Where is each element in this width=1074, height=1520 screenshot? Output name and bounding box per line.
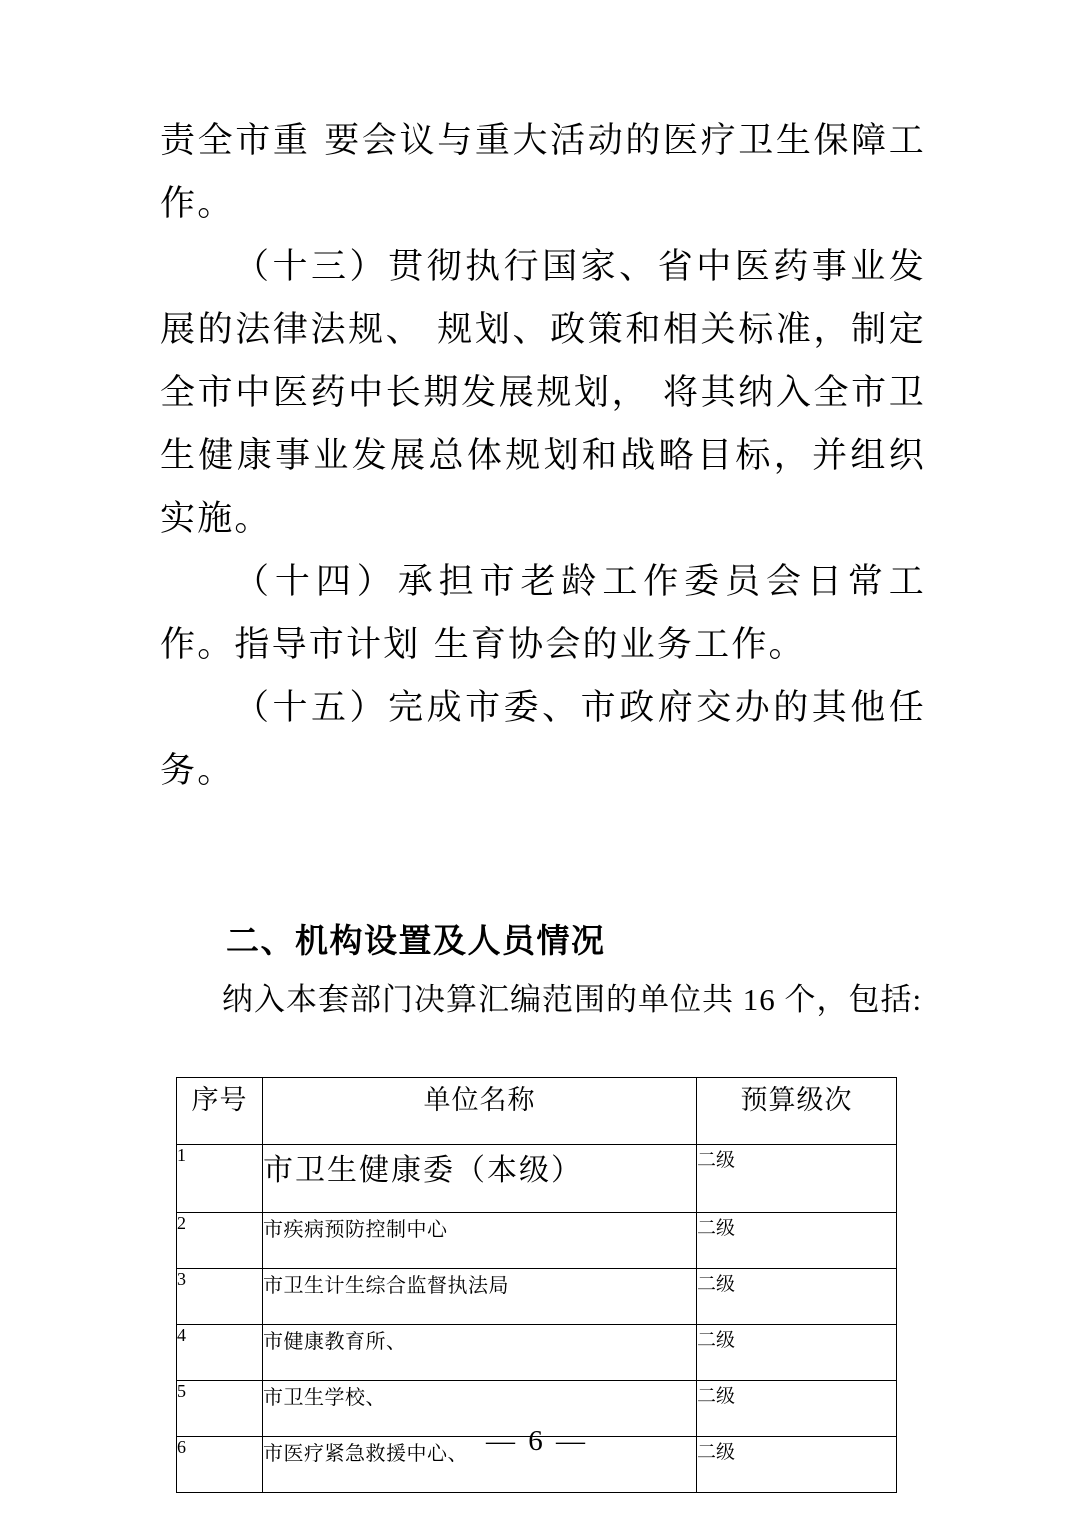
cell-unit-name: 市卫生计生综合监督执法局 [263, 1269, 697, 1325]
table-row [177, 1325, 897, 1381]
cell-index: 2 [177, 1213, 263, 1269]
table-row [177, 1145, 897, 1213]
cell-budget-level: 二级 [697, 1325, 897, 1381]
cell-unit-name: 市卫生学校、 [263, 1381, 697, 1437]
paragraph-continued: 责全市重 要会议与重大活动的医疗卫生保障工作。 [160, 121, 926, 224]
cell-index: 4 [177, 1325, 263, 1381]
table-row [177, 1213, 897, 1269]
cell-budget-level: 二级 [697, 1269, 897, 1325]
table-header-name: 单位名称 [263, 1078, 697, 1145]
cell-index: 5 [177, 1381, 263, 1437]
table-row [177, 1269, 897, 1325]
table-header-row [177, 1078, 897, 1145]
cell-budget-level: 二级 [697, 1145, 897, 1213]
table-header-index: 序号 [177, 1078, 263, 1145]
cell-unit-name: 市医疗紧急救援中心、 [263, 1437, 697, 1493]
section-spacer [160, 803, 926, 911]
cell-unit-name: 市卫生健康委（本级） [263, 1145, 697, 1213]
cell-unit-name: 市健康教育所、 [263, 1325, 697, 1381]
page-number: — 6 — [486, 1425, 588, 1457]
cell-index: 3 [177, 1269, 263, 1325]
cell-index: 6 [177, 1437, 263, 1493]
cell-unit-name: 市疾病预防控制中心 [263, 1213, 697, 1269]
paragraph-item-15: （十五）完成市委、市政府交办的其他任务。 [160, 688, 926, 791]
section-heading: 二、机构设置及人员情况 [226, 921, 606, 960]
paragraph-item-14: （十四）承担市老龄工作委员会日常工作。指导市计划 生育协会的业务工作。 [160, 562, 926, 665]
cell-budget-level: 二级 [697, 1381, 897, 1437]
paragraph-item-13: （十三）贯彻执行国家、省中医药事业发展的法律法规、 规划、政策和相关标准，制定全市中医药中长期发展规划， 将其纳入全市卫生健康事业发展总体规划和战略目标，并组织实施。 [160, 247, 926, 539]
cell-index: 1 [177, 1145, 263, 1213]
table-lead-line: 纳入本套部门决算汇编范围的单位共 16 个，包括: [222, 982, 923, 1017]
cell-budget-level: 二级 [697, 1213, 897, 1269]
table-header-level: 预算级次 [697, 1078, 897, 1145]
cell-budget-level: 二级 [697, 1437, 897, 1493]
